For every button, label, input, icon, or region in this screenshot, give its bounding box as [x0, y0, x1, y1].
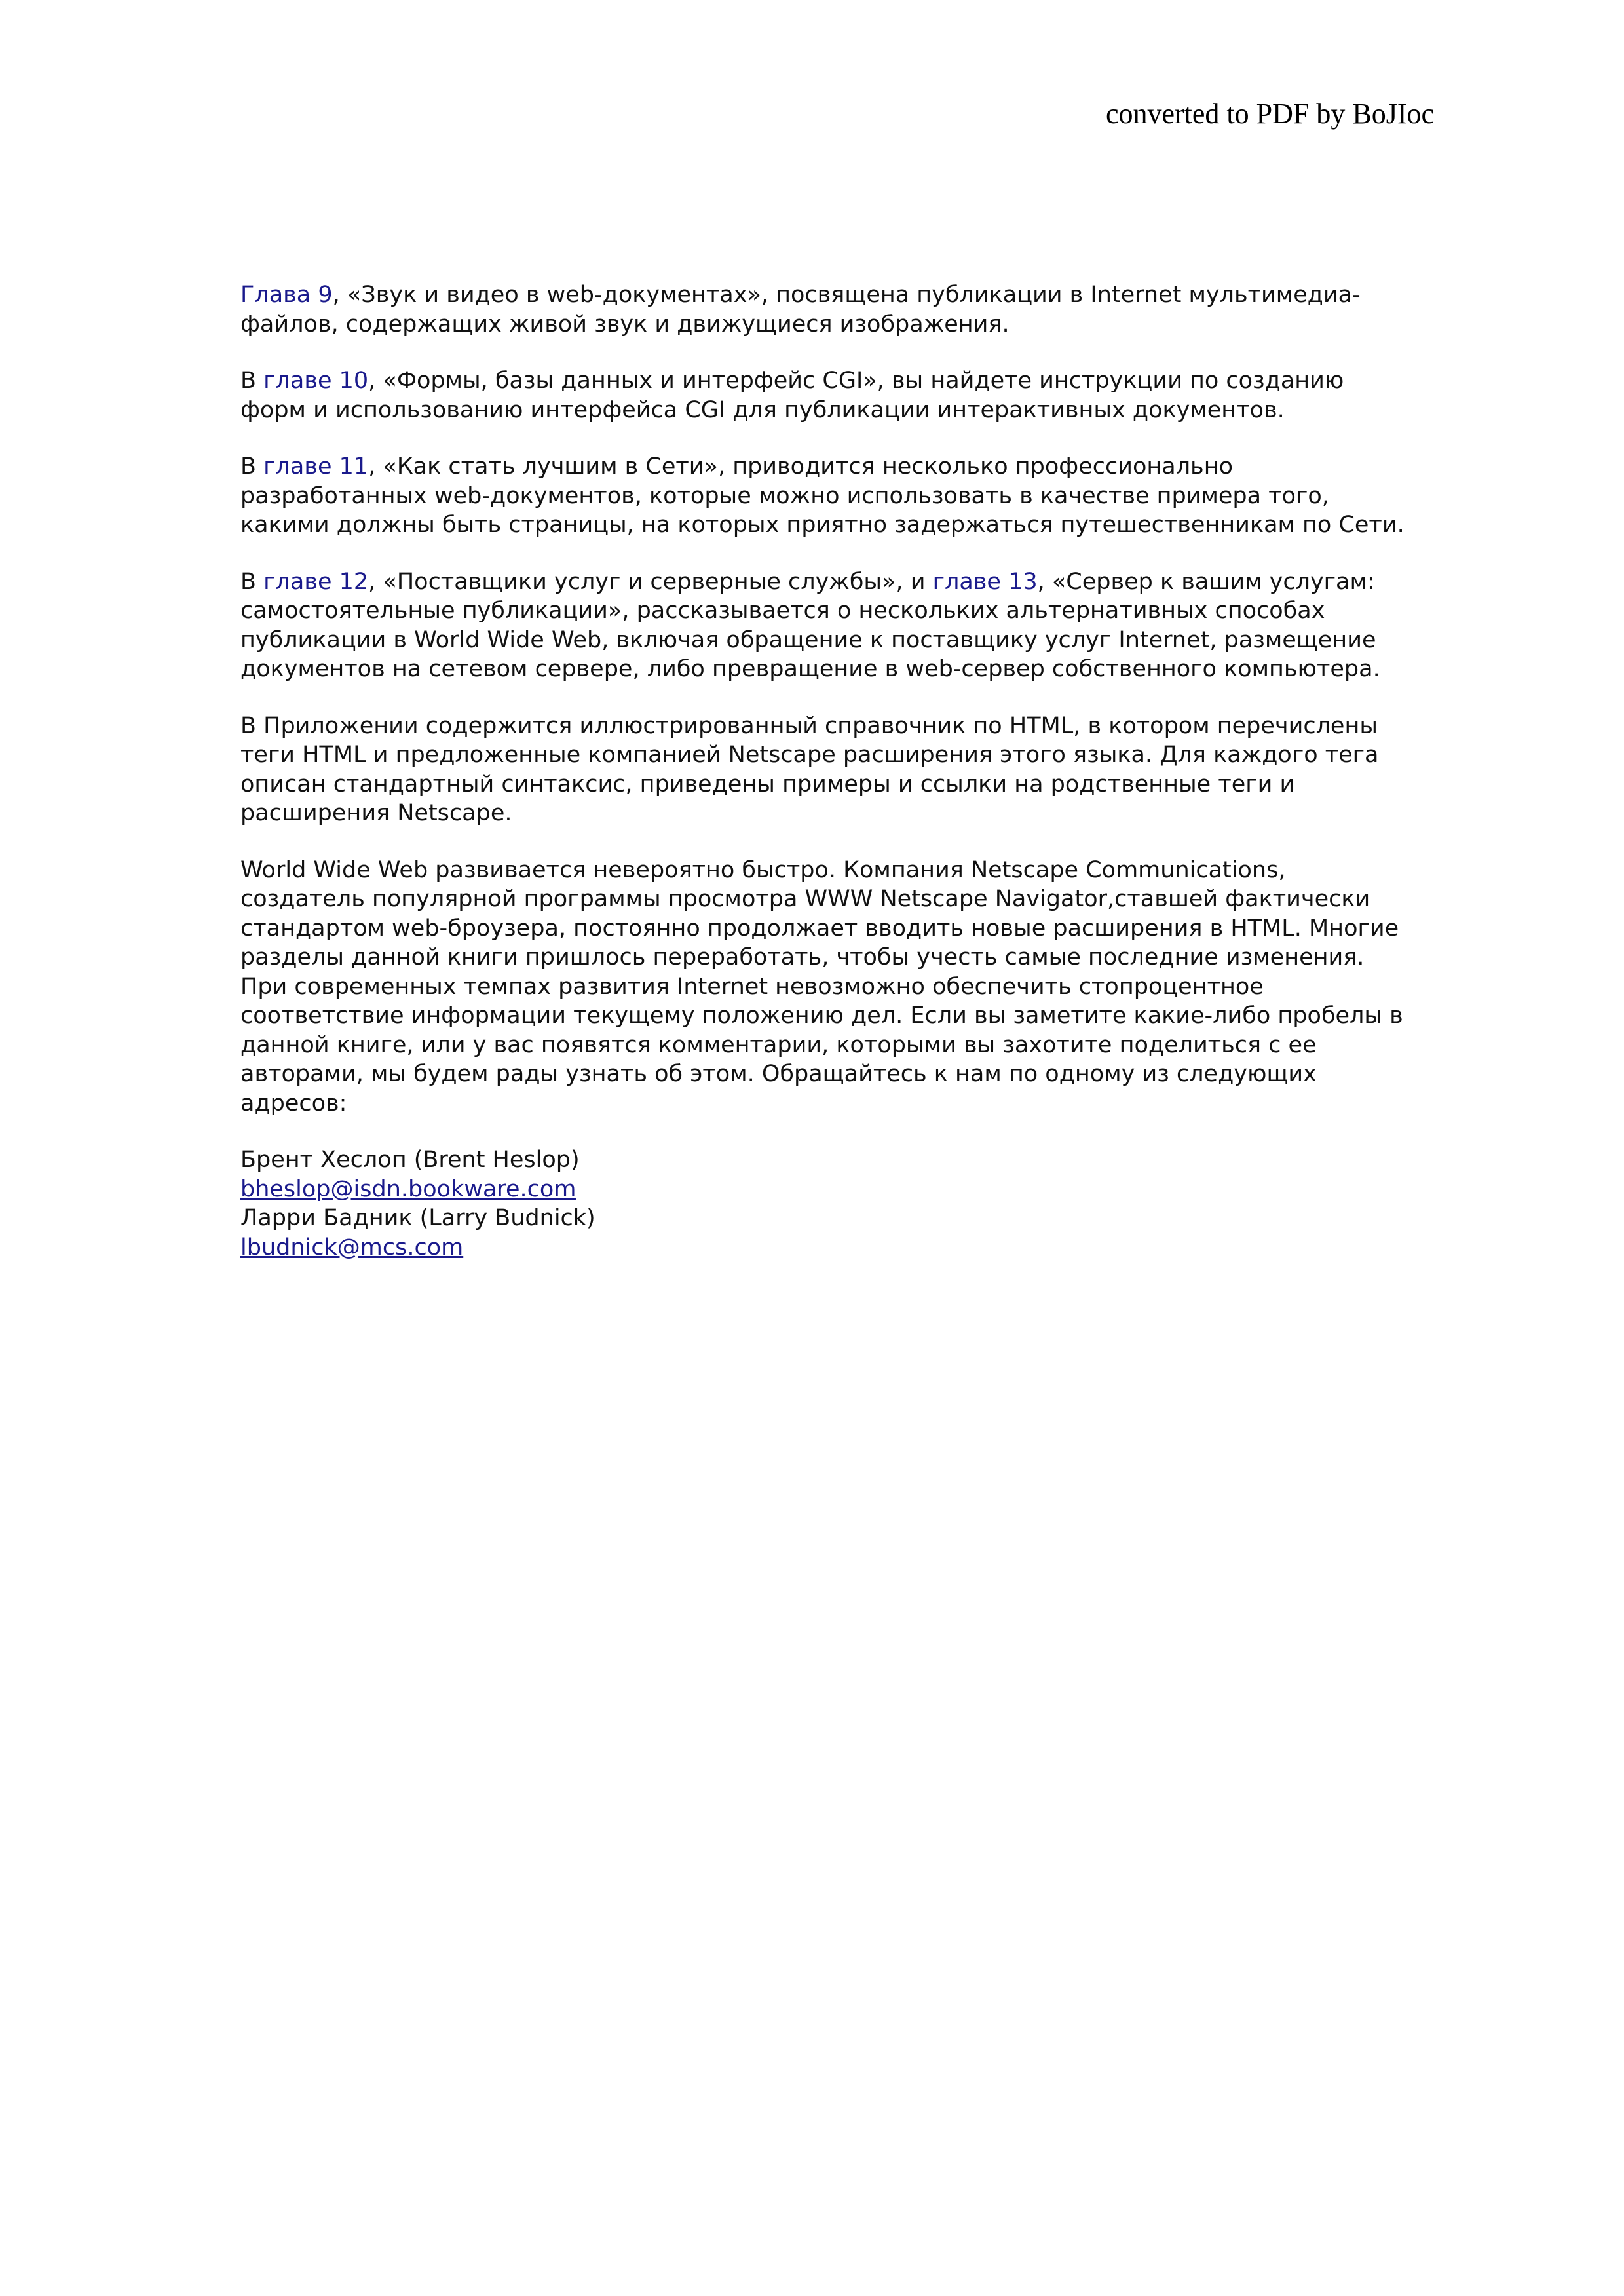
paragraph-text: World Wide Web развивается невероятно быстро. Компания Netscape Communications, создатель популярной программы просмотра WWW Netscape Navigator,ставшей фактически стандартом web-броузера, постоянно продолжает вводить новые расширения в HTML. Многие разделы данной книги пришлось переработать, чтобы учесть самые последние изменения. При современных темпах развития Internet невозможно обеспечить стопроцентное соответствие информации текущему положению дел. Если вы заметите какие-либо пробелы в данной книге, или у вас появятся комментарии, которыми вы захотите поделиться с ее авторами, мы будем рады узнать об этом. Обращайтесь к нам по одному из следующих адресов:	[240, 856, 1403, 1117]
paragraph-text: , «Формы, базы данных и интерфейс CGI», вы найдете инструкции по созданию форм и использованию интерфейса CGI для публикации интерактивных документов.	[240, 368, 1344, 423]
email-link-budnick[interactable]: lbudnick@mcs.com	[240, 1234, 464, 1261]
link-chapter-13[interactable]: главе 13	[932, 568, 1038, 595]
paragraph-chapter-9	[240, 280, 1413, 339]
author-name-budnick: Ларри Бадник (Larry Budnick)	[240, 1205, 595, 1231]
link-chapter-11[interactable]: главе 11	[263, 453, 369, 480]
paragraph-text: В Приложении содержится иллюстрированный справочник по HTML, в котором перечислены теги HTML и предложенные компанией Netscape расширения этого языка. Для каждого тега описан стандартный синтаксис, приведены примеры и ссылки на родственные теги и расширения Netscape.	[240, 712, 1379, 826]
paragraph-prefix: В	[240, 453, 264, 480]
link-chapter-10[interactable]: главе 10	[263, 368, 369, 394]
paragraph-text: , «Как стать лучшим в Сети», приводится несколько профессионально разработанных web-документов, которые можно использовать в качестве примера того, какими должны быть страницы, на которых приятно задержаться путешественникам по Сети.	[240, 453, 1405, 538]
paragraph-prefix: В	[240, 568, 264, 595]
watermark-text: converted to PDF by BoJIoc	[1105, 98, 1434, 130]
paragraph-middle: , «Поставщики услуг и серверные службы», и	[368, 568, 933, 595]
email-link-heslop[interactable]: bheslop@isdn.bookware.com	[240, 1176, 576, 1202]
link-chapter-9[interactable]: Глава 9	[240, 282, 333, 308]
contacts-block	[240, 1145, 1413, 1262]
link-chapter-12[interactable]: главе 12	[263, 568, 369, 595]
paragraph-text: , «Звук и видео в web-документах», посвящена публикации в Internet мультимедиа-файлов, содержащих живой звук и движущиеся изображения.	[240, 282, 1361, 337]
paragraph-www	[240, 856, 1413, 1119]
paragraph-chapters-12-13	[240, 567, 1413, 684]
paragraph-chapter-10	[240, 366, 1413, 425]
document-body	[240, 280, 1413, 1262]
paragraph-prefix: В	[240, 368, 264, 394]
paragraph-appendix	[240, 712, 1413, 828]
paragraph-text: , «Сервер к вашим услугам: самостоятельные публикации», рассказывается о нескольких альтернативных способах публикации в World Wide Web, включая обращение к поставщику услуг Internet, размещение документов на сетевом сервере, либо превращение в web-сервер собственного компьютера.	[240, 568, 1380, 682]
author-name-heslop: Брент Хеслоп (Brent Heslop)	[240, 1147, 580, 1173]
paragraph-chapter-11	[240, 452, 1413, 540]
